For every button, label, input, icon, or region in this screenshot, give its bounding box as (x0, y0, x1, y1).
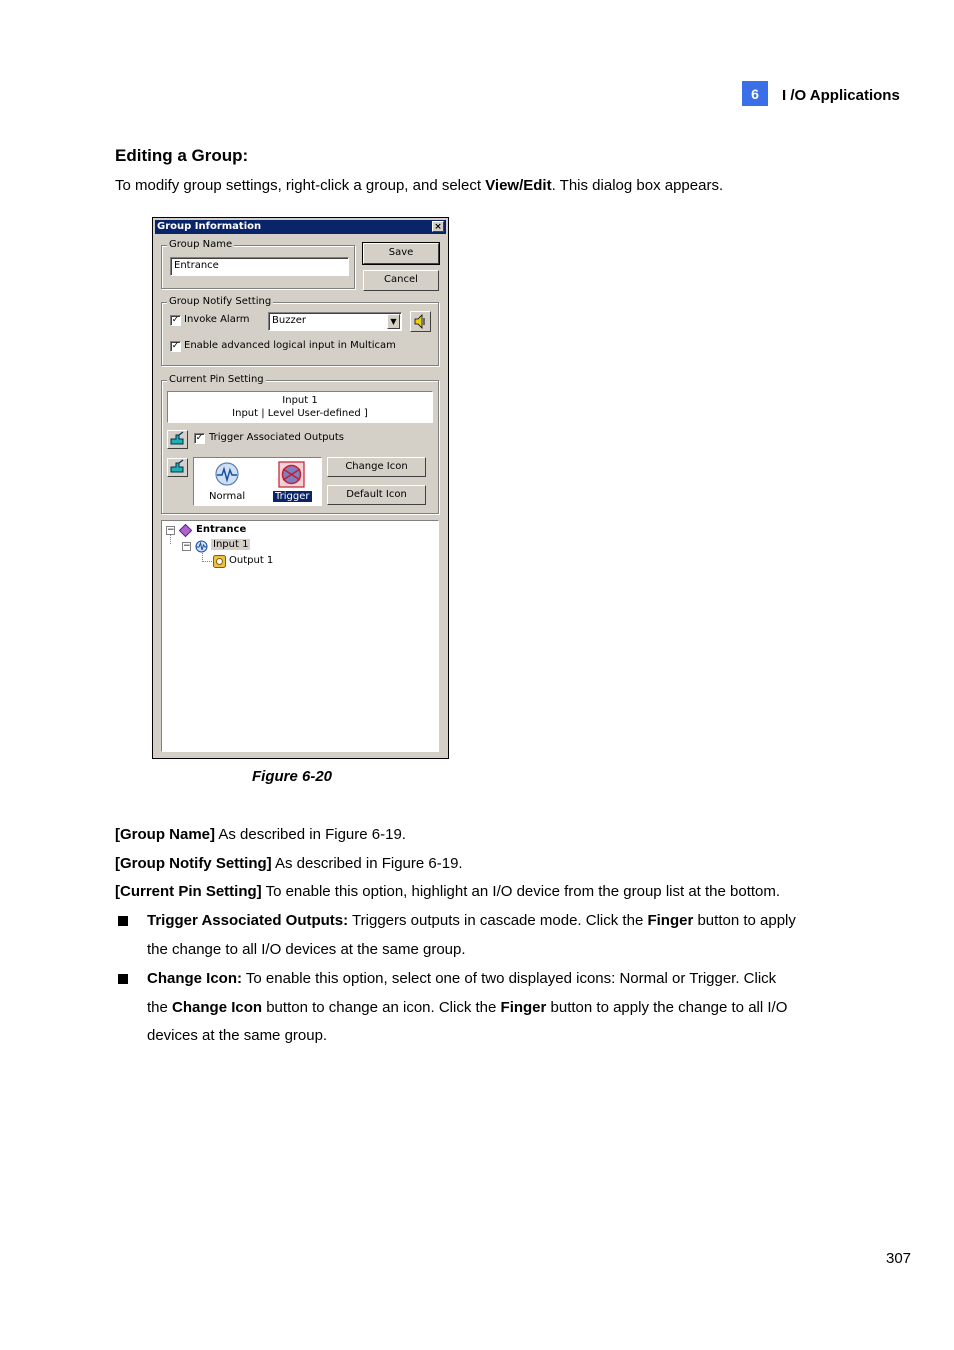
trigger-associated-outputs-label: Trigger Associated Outputs (209, 432, 344, 443)
current-pin-info (167, 391, 433, 423)
page-number: 307 (886, 1250, 912, 1267)
group-diamond-icon (179, 524, 192, 537)
dialog-titlebar (155, 220, 446, 234)
group-name-input[interactable]: Entrance (170, 257, 349, 276)
trigger-associated-outputs-checkbox[interactable]: ✓ (195, 433, 204, 443)
normal-icon-label: Normal (209, 491, 246, 502)
advanced-logical-input-label: Enable advanced logical input in Multicam (184, 340, 396, 351)
change-icon-button[interactable]: Change Icon (327, 457, 426, 477)
speaker-button[interactable] (410, 311, 431, 332)
trigger-icon-label: Trigger (275, 491, 310, 502)
tree-connector (202, 553, 212, 562)
default-icon-button[interactable]: Default Icon (327, 485, 426, 505)
bullet-change-icon-line3: devices at the same group. (147, 1027, 328, 1044)
tree-node-input-1[interactable]: Input 1 (213, 539, 249, 550)
output-device-icon (213, 555, 226, 568)
invoke-alarm-checkbox[interactable]: ✓ (171, 315, 180, 325)
collapse-root-icon[interactable]: − (167, 525, 175, 535)
bullet-change-icon-line1: Change Icon: To enable this option, select one of two displayed icons: Normal or Trigger. Click (147, 970, 777, 987)
normal-icon[interactable] (214, 461, 240, 487)
chevron-down-icon[interactable]: ▼ (387, 314, 400, 329)
intro-paragraph: To modify group settings, right-click a group, and select View/Edit. This dialog box appears. (115, 177, 724, 194)
cancel-button[interactable]: Cancel (363, 270, 439, 291)
group-name-legend: Group Name (169, 239, 233, 250)
finger-icon (168, 459, 187, 476)
trigger-icon[interactable] (278, 461, 305, 488)
finger-button-trigger[interactable] (167, 430, 188, 449)
close-icon[interactable]: × (432, 221, 444, 232)
alarm-sound-select[interactable] (268, 312, 402, 331)
section-title: Editing a Group: (115, 146, 249, 165)
figure-caption: Figure 6-20 (252, 768, 333, 785)
bullet-trigger-line2: the change to all I/O devices at the same group. (147, 941, 466, 958)
advanced-logical-input-checkbox[interactable]: ✓ (171, 341, 180, 351)
group-tree (161, 520, 439, 752)
chapter-number-badge: 6 (742, 81, 768, 106)
input-device-icon (195, 540, 208, 553)
current-pin-line2: Input | Level User-defined ] (232, 408, 368, 419)
group-notify-legend: Group Notify Setting (169, 296, 272, 307)
current-pin-line1: Input 1 (282, 395, 318, 406)
bullet-marker (118, 974, 128, 984)
dialog-title: Group Information (157, 221, 262, 232)
icon-chooser (193, 457, 322, 506)
speaker-icon (411, 312, 430, 331)
bullet-marker (118, 916, 128, 926)
desc-group-notify: [Group Notify Setting] As described in Figure 6-19. (115, 855, 463, 872)
desc-current-pin: [Current Pin Setting] To enable this option, highlight an I/O device from the group list at the bottom. (115, 883, 781, 900)
tree-connector (170, 535, 171, 544)
save-button[interactable]: Save (363, 243, 439, 264)
bullet-change-icon-line2: the Change Icon button to change an icon. Click the Finger button to apply the change to all I/O (147, 999, 788, 1016)
tree-root-entrance[interactable]: Entrance (196, 524, 247, 535)
chapter-title: I /O Applications (782, 87, 900, 104)
finger-button-icon[interactable] (167, 458, 188, 477)
finger-icon (168, 431, 187, 448)
current-pin-legend: Current Pin Setting (169, 374, 264, 385)
invoke-alarm-label: Invoke Alarm (184, 314, 250, 325)
alarm-sound-value: Buzzer (272, 315, 306, 326)
group-information-dialog (152, 217, 449, 759)
bullet-trigger-line1: Trigger Associated Outputs: Triggers outputs in cascade mode. Click the Finger button to apply (147, 912, 796, 929)
desc-group-name: [Group Name] As described in Figure 6-19. (115, 826, 406, 843)
tree-node-output-1[interactable]: Output 1 (229, 555, 274, 566)
collapse-input-icon[interactable]: − (183, 541, 191, 551)
